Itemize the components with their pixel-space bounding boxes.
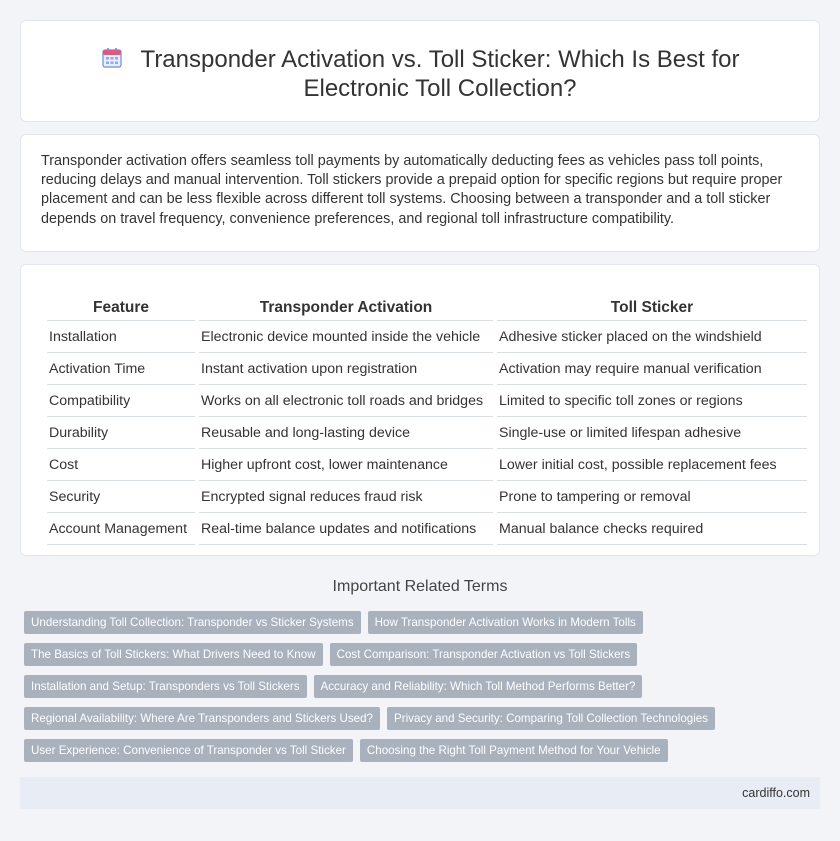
table-cell-transponder: Real-time balance updates and notifications [199, 515, 493, 545]
related-term-tag[interactable]: Installation and Setup: Transponders vs Toll Stickers [24, 675, 307, 698]
comparison-card [20, 264, 820, 556]
footer-site-link[interactable]: cardiffo.com [742, 786, 810, 800]
table-cell-sticker: Lower initial cost, possible replacement fees [497, 451, 807, 481]
table-cell-sticker: Single-use or limited lifespan adhesive [497, 419, 807, 449]
table-cell-sticker: Prone to tampering or removal [497, 483, 807, 513]
table-row [47, 387, 807, 417]
related-term-tag[interactable]: Cost Comparison: Transponder Activation vs Toll Stickers [330, 643, 638, 666]
table-cell-feature: Compatibility [47, 387, 195, 417]
table-cell-feature: Cost [47, 451, 195, 481]
table-cell-feature: Account Management [47, 515, 195, 545]
column-header-sticker: Toll Sticker [497, 297, 807, 321]
table-row [47, 451, 807, 481]
tag-row [24, 611, 824, 634]
title-wrap [21, 45, 819, 103]
column-header-feature: Feature [47, 297, 195, 321]
column-header-transponder: Transponder Activation [199, 297, 493, 321]
related-terms-heading: Important Related Terms [332, 578, 508, 595]
footer [20, 777, 820, 809]
table-row [47, 483, 807, 513]
page-title: Transponder Activation vs. Toll Sticker: Which Is Best for Electronic Toll Collection? [140, 46, 740, 102]
title-card [20, 20, 820, 122]
table-cell-transponder: Encrypted signal reduces fraud risk [199, 483, 493, 513]
related-term-tag[interactable]: How Transponder Activation Works in Modern Tolls [368, 611, 643, 634]
intro-card [20, 134, 820, 252]
intro-paragraph: Transponder activation offers seamless toll payments by automatically deducting fees as vehicles pass toll points, reducing delays and manual intervention. Toll stickers provide a prepaid option for specific regions but require proper placement and can be less flexible across different toll systems. Choosing between a transponder and a toll sticker depends on travel frequency, convenience preferences, and regional toll infrastructure compatibility. [41, 153, 783, 227]
table-row [47, 323, 807, 353]
table-row [47, 515, 807, 545]
comparison-table [43, 295, 811, 547]
table-cell-transponder: Works on all electronic toll roads and bridges [199, 387, 493, 417]
tag-row [24, 739, 824, 762]
related-term-tag[interactable]: User Experience: Convenience of Transponder vs Toll Sticker [24, 739, 353, 762]
table-row [47, 355, 807, 385]
related-term-tag[interactable]: Privacy and Security: Comparing Toll Collection Technologies [387, 707, 715, 730]
calendar-icon [101, 47, 123, 69]
table-header-row [47, 297, 807, 321]
table-cell-sticker: Limited to specific toll zones or regions [497, 387, 807, 417]
related-term-tag[interactable]: Regional Availability: Where Are Transponders and Stickers Used? [24, 707, 380, 730]
table-cell-transponder: Higher upfront cost, lower maintenance [199, 451, 493, 481]
related-term-tag[interactable]: Understanding Toll Collection: Transponder vs Sticker Systems [24, 611, 361, 634]
table-cell-sticker: Activation may require manual verification [497, 355, 807, 385]
related-term-tag[interactable]: Accuracy and Reliability: Which Toll Method Performs Better? [314, 675, 643, 698]
table-cell-sticker: Manual balance checks required [497, 515, 807, 545]
tag-row [24, 675, 824, 698]
related-term-tag[interactable]: Choosing the Right Toll Payment Method for Your Vehicle [360, 739, 668, 762]
tag-row [24, 707, 824, 730]
related-terms-tags [24, 611, 824, 771]
table-row [47, 419, 807, 449]
table-cell-feature: Durability [47, 419, 195, 449]
table-cell-feature: Installation [47, 323, 195, 353]
table-cell-transponder: Electronic device mounted inside the vehicle [199, 323, 493, 353]
tag-row [24, 643, 824, 666]
table-cell-feature: Activation Time [47, 355, 195, 385]
table-cell-feature: Security [47, 483, 195, 513]
table-cell-sticker: Adhesive sticker placed on the windshield [497, 323, 807, 353]
table-cell-transponder: Instant activation upon registration [199, 355, 493, 385]
related-term-tag[interactable]: The Basics of Toll Stickers: What Drivers Need to Know [24, 643, 323, 666]
table-cell-transponder: Reusable and long-lasting device [199, 419, 493, 449]
